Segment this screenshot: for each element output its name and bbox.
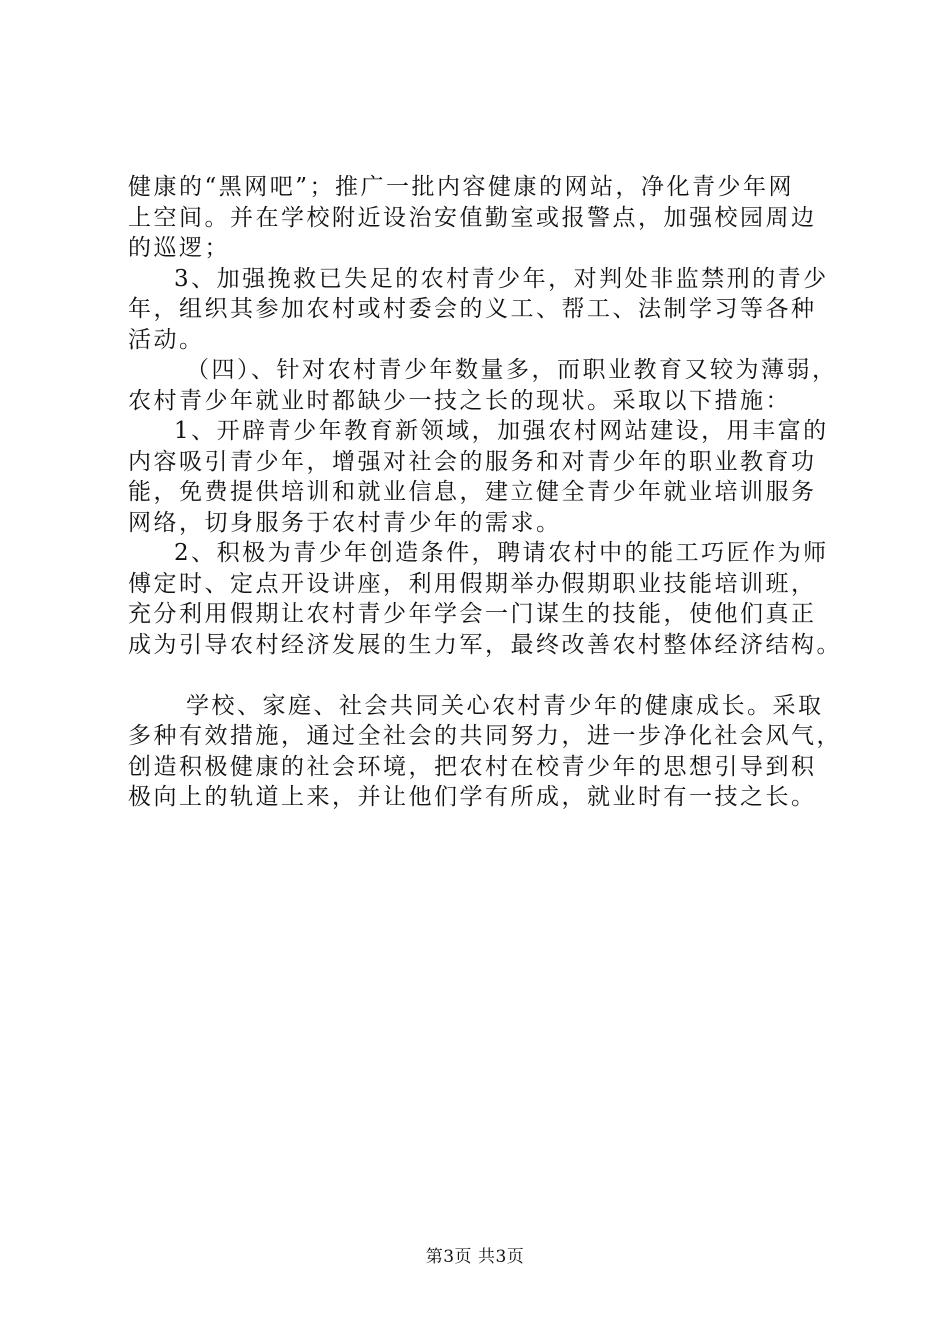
paragraph-conclusion [128, 691, 842, 813]
text-line: 上空间。并在学校附近设治安值勤室或报警点，加强校园周边 [128, 204, 817, 231]
text-line: 学校、家庭、社会共同关心农村青少年的健康成长。采取 [186, 692, 824, 719]
paragraph-section-4 [128, 355, 838, 416]
paragraph-gap [128, 660, 838, 691]
text-line: 充分利用假期让农村青少年学会一门谋生的技能，使他们真正 [128, 601, 817, 627]
text-line: 2、积极为青少年创造条件，聘请农村中的能工巧匠作为师 [174, 540, 829, 566]
text-line: 3、加强挽救已失足的农村青少年，对判处非监禁刑的青少 [174, 265, 829, 292]
text-line: 1、开辟青少年教育新领域，加强农村网站建设，用丰富的 [174, 418, 829, 444]
text-line: 傅定时、定点开设讲座，利用假期举办假期职业技能培训班， [128, 570, 817, 597]
text-line: （四）、针对农村青少年数量多，而职业教育又较为薄弱， [186, 357, 838, 383]
paragraph-item-3 [128, 264, 838, 356]
text-line: 农村青少年就业时都缺少一技之长的现状。采取以下措施： [128, 387, 791, 414]
paragraph-item-2 [128, 538, 842, 660]
document-body [128, 172, 842, 813]
paragraph-item-1 [128, 416, 838, 538]
text-line: 年，组织其参加农村或村委会的义工、帮工、法制学习等各种 [128, 296, 817, 322]
text-line: 健康的“黑网吧”；推广一批内容健康的网站，净化青少年网 [128, 174, 795, 200]
text-line: 网络，切身服务于农村青少年的需求。 [128, 509, 562, 536]
text-line: 成为引导农村经济发展的生力军，最终改善农村整体经济结构。 [128, 631, 842, 658]
text-line: 多种有效措施，通过全社会的共同努力，进一步净化社会风气， [128, 723, 842, 749]
text-line: 活动。 [128, 326, 205, 353]
text-line: 内容吸引青少年，增强对社会的服务和对青少年的职业教育功 [128, 448, 817, 475]
paragraph-continuation [128, 172, 838, 264]
text-line: 极向上的轨道上来，并让他们学有所成，就业时有一技之长。 [128, 784, 817, 810]
text-line: 创造积极健康的社会环境，把农村在校青少年的思想引导到积 [128, 753, 817, 780]
text-line: 的巡逻； [128, 235, 230, 261]
text-line: 能，免费提供培训和就业信息，建立健全青少年就业培训服务 [128, 479, 817, 505]
page-number-footer: 第3页 共3页 [425, 1247, 525, 1267]
